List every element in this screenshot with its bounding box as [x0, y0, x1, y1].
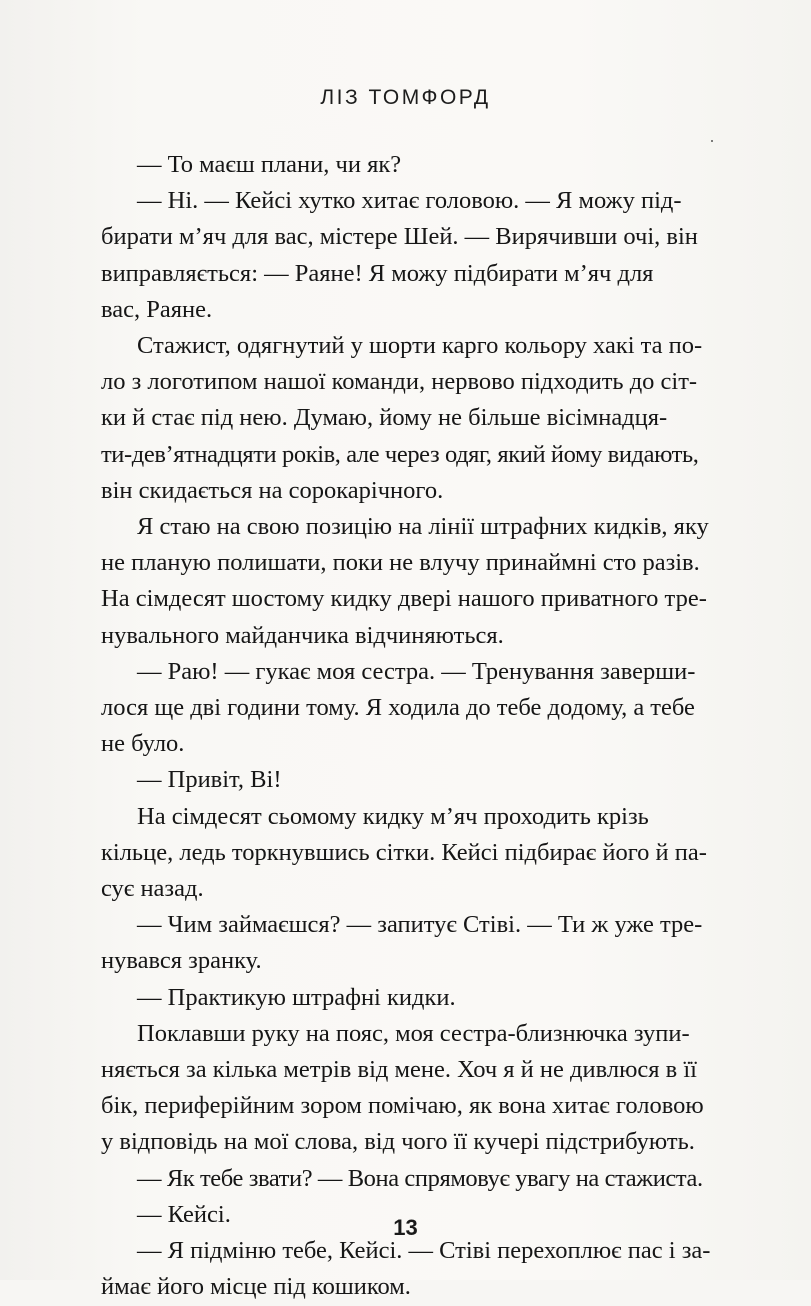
- paragraph: [65, 509, 710, 654]
- text-line: На сімдесят сьомому кидку м’яч проходить крізь: [137, 802, 649, 830]
- text-line: — То маєш плани, чи як?: [137, 151, 402, 178]
- text-line: не було.: [101, 730, 185, 758]
- text-line: ло з логотипом нашої команди, нервово підходить до сіт-: [101, 368, 698, 396]
- running-head: ЛІЗ ТОМФОРД: [320, 86, 491, 109]
- paragraph: [65, 907, 710, 979]
- paragraph: [65, 1161, 710, 1197]
- text-line: — Я підміню тебе, Кейсі. — Стіві перехоплює пас і за-: [137, 1237, 711, 1265]
- text-line: ти-дев’ятнадцяти років, але через одяг, який йому видають,: [101, 440, 699, 468]
- text-line: — Як тебе звати? — Вона спрямовує увагу на стажиста.: [137, 1164, 703, 1192]
- text-line: Стажист, одягнутий у шорти карго кольору хакі та по-: [137, 332, 703, 360]
- page-number: 13: [393, 1215, 418, 1240]
- text-line: — Кейсі.: [137, 1200, 231, 1228]
- paragraph: [65, 147, 710, 183]
- text-line: Я стаю на свою позицію на лінії штрафних кидків, яку: [137, 513, 709, 541]
- paragraph: [65, 762, 710, 798]
- text-line: у відповідь на мої слова, від чого її кучері підстрибують.: [101, 1128, 695, 1156]
- paragraph: [65, 799, 710, 908]
- paragraph: [65, 1233, 710, 1305]
- text-line: няється за кілька метрів від мене. Хоч я й не дивлюся в її: [101, 1056, 697, 1084]
- paragraph: [65, 183, 710, 328]
- paragraph: [65, 328, 710, 509]
- text-line: він скидається на сорокарічного.: [101, 476, 444, 504]
- text-line: сує назад.: [101, 875, 204, 903]
- text-line: виправляється: — Раяне! Я можу підбирати м’яч для: [101, 259, 654, 287]
- paragraph: [65, 1016, 710, 1161]
- text-line: кільце, ледь торкнувшись сітки. Кейсі підбирає його й па-: [101, 838, 707, 866]
- paper-speck: [711, 140, 713, 142]
- text-line: нувального майданчика відчиняються.: [101, 621, 504, 649]
- text-line: Поклавши руку на пояс, моя сестра-близнючка зупи-: [137, 1019, 690, 1047]
- text-line: — Практикую штрафні кидки.: [137, 983, 456, 1011]
- text-line: вас, Раяне.: [101, 295, 213, 323]
- text-line: ймає його місце під кошиком.: [101, 1273, 411, 1301]
- body-text: [65, 147, 710, 1306]
- text-line: лося ще дві години тому. Я ходила до тебе додому, а тебе: [101, 694, 695, 722]
- paragraph: [65, 980, 710, 1016]
- text-line: бік, периферійним зором помічаю, як вона хитає головою: [101, 1092, 704, 1120]
- text-line: не планую полишати, поки не влучу принаймні сто разів.: [101, 549, 700, 577]
- text-line: бирати м’яч для вас, містере Шей. — Вирячивши очі, він: [101, 223, 698, 251]
- text-line: — Ні. — Кейсі хутко хитає головою. — Я можу під-: [137, 187, 682, 215]
- text-line: — Чим займаєшся? — запитує Стіві. — Ти ж уже тре-: [137, 911, 703, 939]
- text-line: На сімдесят шостому кидку двері нашого приватного тре-: [101, 585, 707, 613]
- text-line: — Раю! — гукає моя сестра. — Тренування заверши-: [137, 657, 696, 685]
- text-line: нувався зранку.: [101, 947, 262, 975]
- text-line: ки й стає під нею. Думаю, йому не більше вісімнадця-: [101, 404, 668, 432]
- text-line: — Привіт, Ві!: [137, 766, 282, 794]
- paragraph: [65, 654, 710, 763]
